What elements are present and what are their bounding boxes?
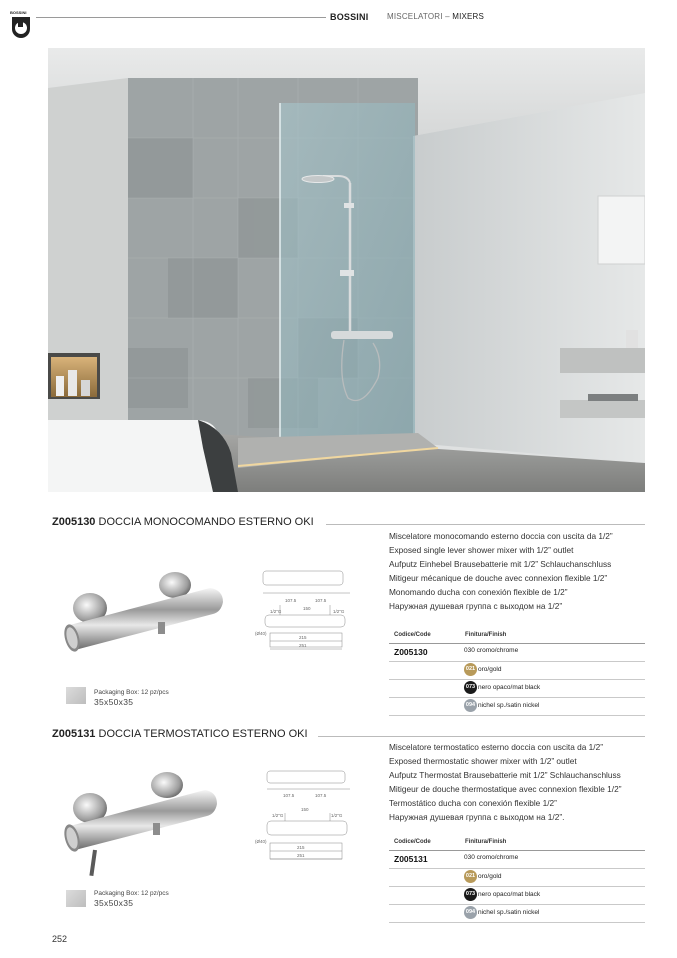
finish-swatch-black: 073: [464, 888, 477, 901]
table-row: [389, 850, 645, 868]
finish-swatch-gold: 021: [464, 870, 477, 883]
finish-cell: [464, 870, 502, 883]
description-line: Aufputz Einhebel Brausebatterie mit 1/2” Schlauchanschluss: [389, 559, 612, 569]
dim-label: 251: [297, 853, 305, 858]
product-image-single-lever-mixer: [55, 570, 230, 660]
product-title: [52, 516, 314, 528]
breadcrumb: [387, 12, 484, 21]
row-code: Z005131: [394, 854, 428, 864]
bossini-logo: [10, 9, 32, 41]
packaging-box-icon: [66, 687, 86, 704]
row-code: Z005130: [394, 647, 428, 657]
finish-label: oro/gold: [478, 873, 502, 880]
description-line: Наружная душевая группа с выходом на 1/2”.: [389, 812, 565, 822]
description-line: Mitigeur mécanique de douche avec connexion flexible 1/2”: [389, 573, 608, 583]
table-row: [389, 661, 645, 679]
description-line: Termostático ducha con conexión flexible 1/2”: [389, 798, 557, 808]
product-title: [52, 728, 308, 740]
breadcrumb-section-en: MIXERS: [452, 12, 485, 21]
dim-label: 107.5: [285, 598, 297, 603]
product-name: DOCCIA TERMOSTATICO ESTERNO OKI: [98, 728, 308, 740]
dim-label: 107.5: [315, 793, 327, 798]
packaging-dims: 35x50x35: [94, 697, 134, 707]
product-code: Z005130: [52, 516, 96, 528]
finish-swatch-nickel: 094: [464, 906, 477, 919]
finish-cell: [464, 888, 540, 901]
finish-cell: [464, 647, 518, 654]
header-rule: [36, 17, 326, 18]
finish-cell: [464, 681, 540, 694]
finish-code: 030: [464, 854, 475, 861]
packaging-box-icon: [66, 890, 86, 907]
finish-label: nero opaco/mat black: [478, 684, 541, 691]
table-row: [389, 679, 645, 697]
product-code: Z005131: [52, 728, 96, 740]
technical-drawing: [255, 765, 365, 865]
title-rule: [326, 524, 645, 525]
description-line: Miscelatore termostatico esterno doccia con uscita da 1/2”: [389, 742, 603, 752]
table-row: [389, 886, 645, 904]
finish-label: nichel sp./satin nickel: [478, 702, 540, 709]
finish-swatch-black: 073: [464, 681, 477, 694]
finish-label: cromo/chrome: [476, 854, 519, 861]
finish-label: nero opaco/mat black: [478, 891, 541, 898]
table-header-code: Codice/Code: [394, 839, 431, 845]
table-row: [389, 904, 645, 923]
finish-label: nichel sp./satin nickel: [478, 909, 540, 916]
finish-swatch-gold: 021: [464, 663, 477, 676]
title-rule: [318, 736, 645, 737]
table-header-finish: Finitura/Finish: [465, 839, 507, 845]
logo-text: BOSSINI: [10, 10, 27, 15]
dim-label: (Ø40): [255, 631, 267, 636]
description-line: Mitigeur de douche thermostatique avec connexion flexible 1/2”: [389, 784, 622, 794]
finish-cell: [464, 854, 518, 861]
description-list: [389, 529, 613, 613]
finish-label: oro/gold: [478, 666, 502, 673]
finish-table: [389, 630, 645, 716]
dim-label: 215: [299, 635, 307, 640]
finish-code: 030: [464, 647, 475, 654]
finish-label: cromo/chrome: [476, 647, 519, 654]
finish-cell: [464, 699, 539, 712]
description-line: Monomando ducha con conexión flexible de 1/2”: [389, 587, 568, 597]
table-row: [389, 868, 645, 886]
brand-name: BOSSINI: [330, 12, 369, 22]
dim-label: 107.5: [315, 598, 327, 603]
table-row: [389, 643, 645, 661]
dim-label: 150: [301, 807, 309, 812]
finish-table: [389, 836, 645, 923]
description-list: [389, 740, 621, 824]
dim-label: (Ø40): [255, 839, 267, 844]
dim-label: 107.5: [283, 793, 295, 798]
product-name: DOCCIA MONOCOMANDO ESTERNO OKI: [98, 516, 314, 528]
table-header-finish: Finitura/Finish: [465, 632, 507, 638]
hero-bathroom-photo: [48, 48, 645, 492]
dim-label: 1/2"G: [331, 813, 343, 818]
packaging-label: Packaging Box: 12 pz/pcs: [94, 689, 169, 696]
product-image-thermostatic-mixer: [55, 768, 230, 878]
dim-label: 1/2"G: [333, 609, 345, 614]
description-line: Exposed thermostatic shower mixer with 1/2” outlet: [389, 756, 577, 766]
table-row: [389, 697, 645, 716]
dim-label: 1/2"G: [272, 813, 284, 818]
table-header-code: Codice/Code: [394, 632, 431, 638]
description-line: Miscelatore monocomando esterno doccia con uscita da 1/2”: [389, 531, 613, 541]
packaging-dims: 35x50x35: [94, 898, 134, 908]
description-line: Aufputz Thermostat Brausebatterie mit 1/2” Schlauchanschluss: [389, 770, 621, 780]
packaging-label: Packaging Box: 12 pz/pcs: [94, 890, 169, 897]
dim-label: 150: [303, 606, 311, 611]
technical-drawing: [255, 563, 365, 659]
description-line: Exposed single lever shower mixer with 1/2” outlet: [389, 545, 574, 555]
breadcrumb-section-it: MISCELATORI: [387, 12, 443, 21]
dim-label: 251: [299, 643, 307, 648]
dim-label: 1/2"G: [270, 609, 282, 614]
finish-swatch-nickel: 094: [464, 699, 477, 712]
dim-label: 215: [297, 845, 305, 850]
finish-cell: [464, 663, 502, 676]
description-line: Наружная душевая группа с выходом на 1/2”: [389, 601, 563, 611]
finish-cell: [464, 906, 539, 919]
breadcrumb-separator: –: [442, 12, 453, 21]
page-number: 252: [52, 934, 68, 944]
